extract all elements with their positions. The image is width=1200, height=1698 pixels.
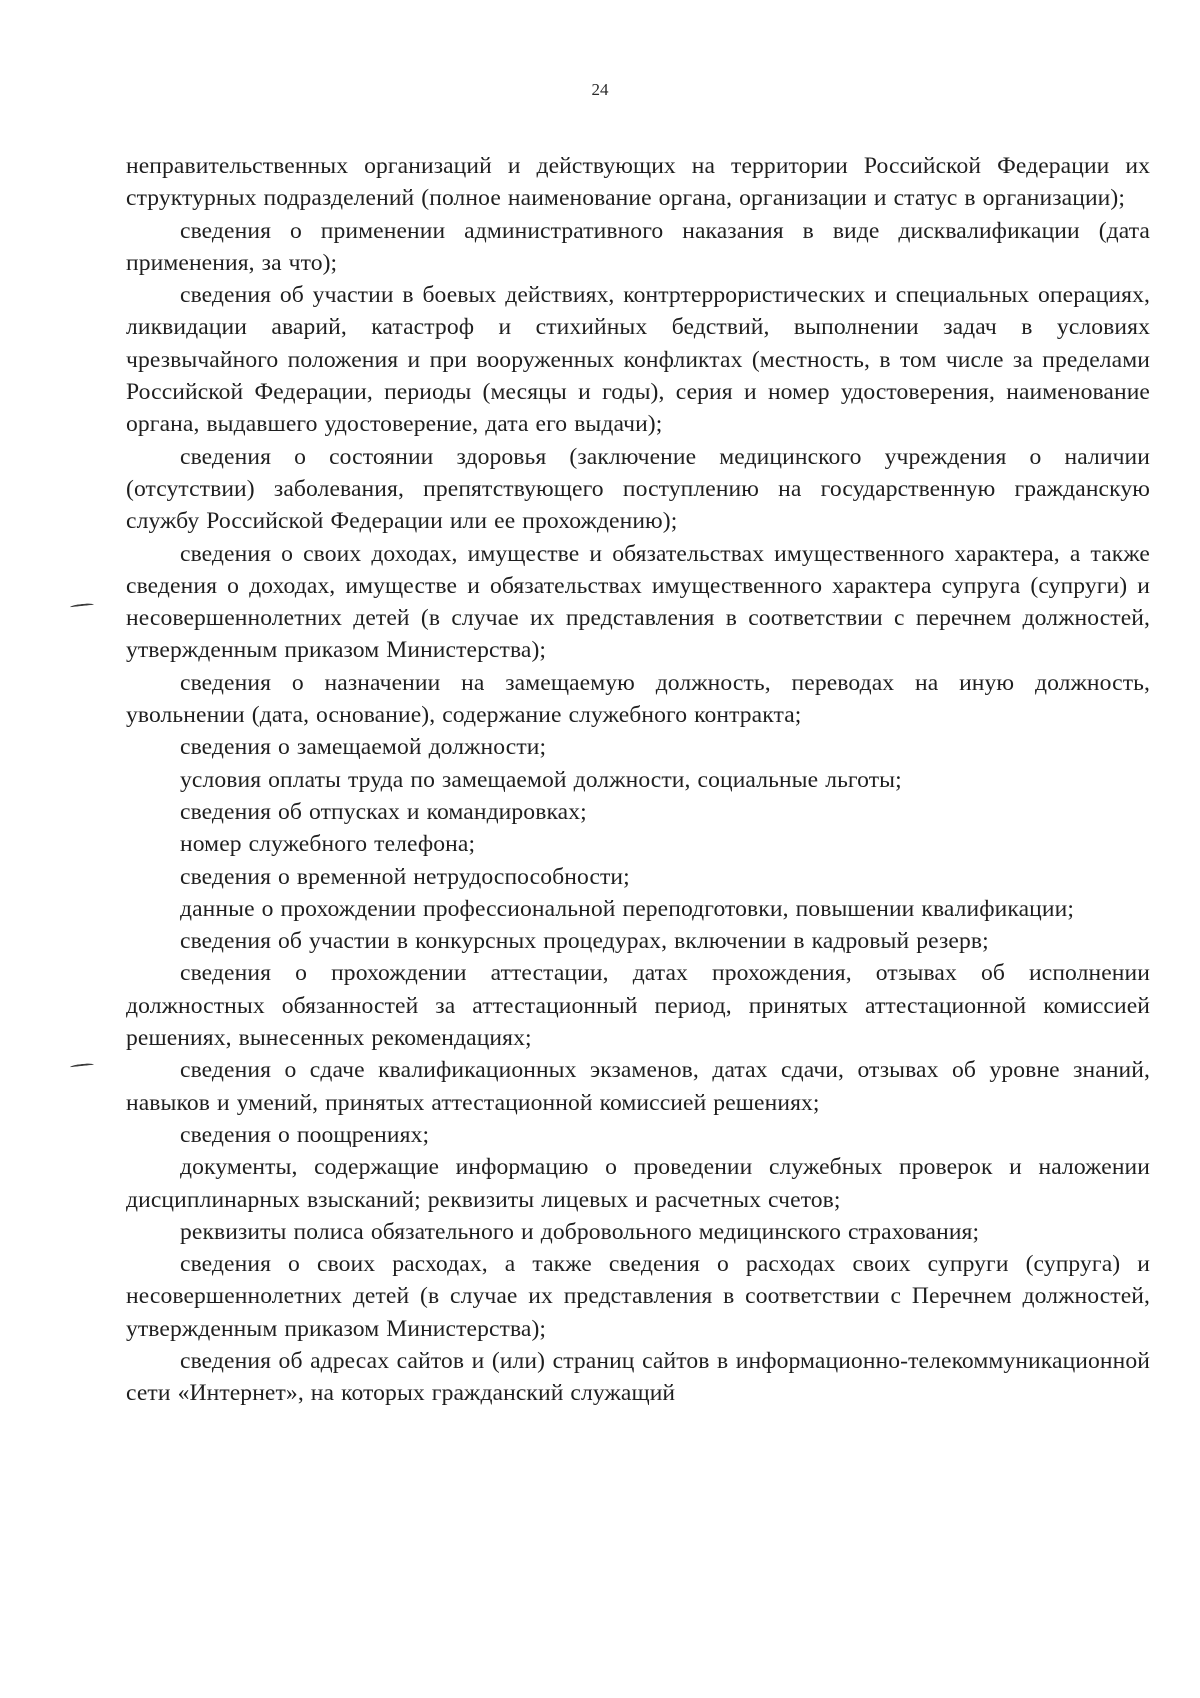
margin-mark — [70, 1063, 94, 1069]
document-body — [126, 150, 1150, 1410]
paragraph: сведения о временной нетрудоспособности; — [180, 863, 630, 890]
paragraph: сведения об отпусках и командировках; — [180, 798, 587, 825]
paragraph: сведения о применении административного наказания в виде дисквалификации (дата применения, за что); — [126, 217, 1150, 276]
paragraph: сведения о состоянии здоровья (заключение медицинского учреждения о наличии (отсутствии) заболевания, препятствующего поступлению на государственную гражданскую службу Российской Федерации или ее прохождению); — [126, 443, 1150, 535]
paragraph: сведения о своих доходах, имуществе и обязательствах имущественного характера, а также сведения о доходах, имуществе и обязательствах имущественного характера супруга (супруги) и несовершеннолетних детей (в случае их представления в соответствии с перечнем должностей, утвержденным приказом Министерства); — [126, 540, 1150, 664]
paragraph: данные о прохождении профессиональной переподготовки, повышении квалификации; — [180, 895, 1075, 922]
paragraph: сведения о поощрениях; — [180, 1121, 430, 1148]
paragraph: сведения о прохождении аттестации, датах прохождения, отзывах об исполнении должностных обязанностей за аттестационный период, принятых аттестационной комиссией решениях, вынесенных рекомендациях; — [126, 960, 1150, 1052]
paragraph: реквизиты полиса обязательного и добровольного медицинского страхования; — [180, 1218, 980, 1245]
paragraph: номер служебного телефона; — [180, 831, 476, 858]
paragraph: сведения об участии в конкурсных процедурах, включении в кадровый резерв; — [180, 928, 989, 955]
paragraph: документы, содержащие информацию о проведении служебных проверок и наложении дисциплинарных взысканий; реквизиты лицевых и расчетных счетов; — [126, 1154, 1150, 1213]
page-number: 24 — [591, 80, 609, 99]
margin-mark — [70, 603, 94, 609]
paragraph: условия оплаты труда по замещаемой должности, социальные льготы; — [180, 766, 902, 793]
paragraph: сведения об адресах сайтов и (или) страниц сайтов в информационно-телекоммуникационной сети «Интернет», на которых гражданский служащий — [126, 1347, 1150, 1407]
paragraph: сведения о назначении на замещаемую должность, переводах на иную должность, увольнении (дата, основание), содержание служебного контракта; — [126, 669, 1150, 729]
paragraph: сведения о сдаче квалификационных экзаменов, датах сдачи, отзывах об уровне знаний, навыков и умений, принятых аттестационной комиссией решениях; — [126, 1057, 1150, 1116]
paragraph-continued: неправительственных организаций и действующих на территории Российской Федерации их структурных подразделений (полное наименование органа, организации и статус в организации); — [126, 153, 1150, 212]
paragraph: сведения об участии в боевых действиях, контртеррористических и специальных операциях, ликвидации аварий, катастроф и стихийных бедствий, выполнении задач в условиях чрезвычайного положения и при вооруженных конфликтах (местность, в том числе за пределами Российской Федерации, периоды (месяцы и годы), серия и номер удостоверения, наименование органа, выдавшего удостоверение, дата его выдачи); — [126, 282, 1150, 438]
paragraph: сведения о своих расходах, а также сведения о расходах своих супруги (супруга) и несовершеннолетних детей (в случае их представления в соответствии с Перечнем должностей, утвержденным приказом Министерства); — [126, 1251, 1150, 1342]
paragraph: сведения о замещаемой должности; — [180, 734, 547, 761]
